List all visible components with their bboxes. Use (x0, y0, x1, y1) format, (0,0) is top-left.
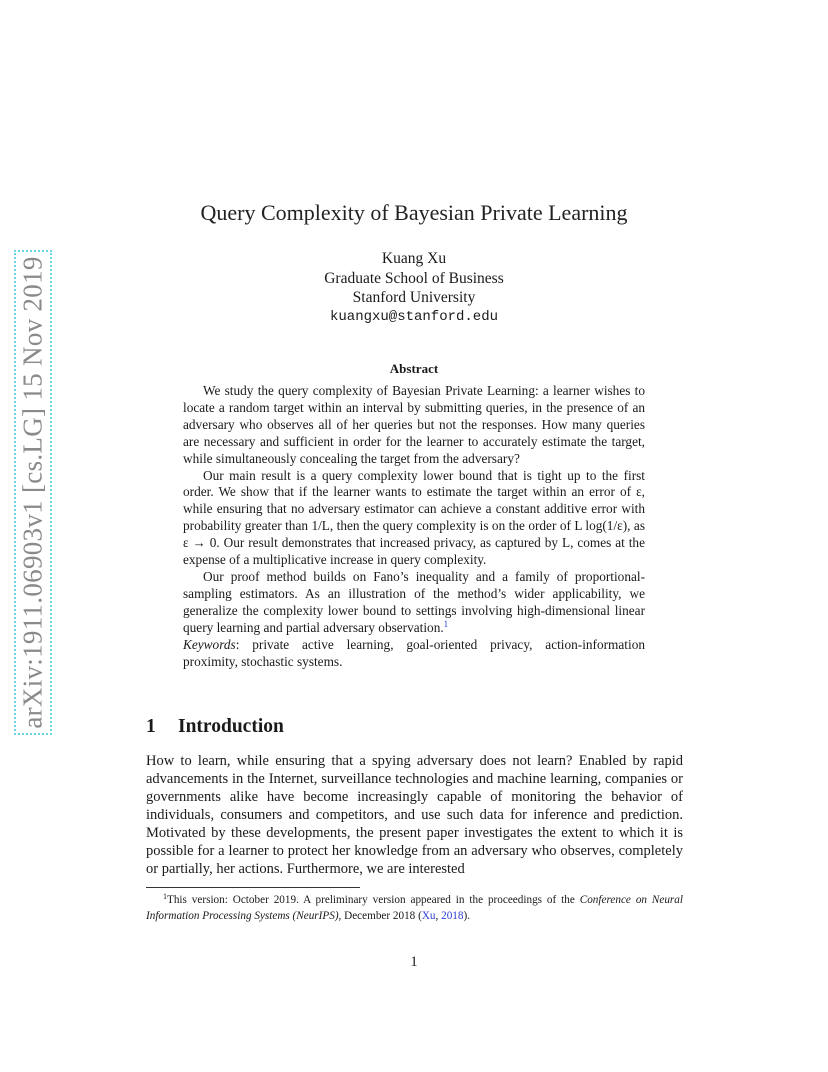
keywords-label: Keywords (183, 636, 236, 652)
footnote-rule (146, 887, 360, 888)
footnote-text-after: ). (463, 909, 470, 922)
citation-year-link[interactable]: 2018 (441, 909, 464, 922)
section-number: 1 (146, 716, 156, 737)
citation-separator: , (435, 909, 442, 922)
abstract-heading: Abstract (389, 361, 439, 376)
paper-title: Query Complexity of Bayesian Private Learning (200, 200, 628, 225)
abstract-paragraph-3-text: Our proof method builds on Fano’s inequality and a family of proportional-sampling estimators. As an illustration of the method’s wider applicability, we generalize the complexity lower bound to settings involving high-dimensional linear query learning and partial adversary observation. (183, 568, 645, 635)
footnote-link[interactable]: 1 (443, 618, 449, 629)
citation-author-link[interactable]: Xu (421, 909, 436, 922)
author-email: kuangxu@stanford.edu (329, 308, 499, 325)
author-name: Kuang Xu (381, 250, 447, 267)
section-title: Introduction (178, 716, 284, 737)
abstract-paragraph-1: We study the query complexity of Bayesian Private Learning: a learner wishes to locate a random target within an interval by submitting queries, in the presence of an adversary who observes all of her queries but not the responses. How many queries are necessary and sufficient in order for the learner to accurately estimate the target, while simultaneously concealing the target from the adversary? (183, 383, 645, 466)
abstract-paragraph-3 (183, 569, 645, 637)
footnote (146, 893, 683, 924)
abstract-paragraph-2: Our main result is a query complexity lower bound that is tight up to the first order. We show that if the learner wants to estimate the target within an error of ε, while ensuring that no adversary estimator can achieve a constant additive error with probability greater than 1/L, then the query complexity is on the order of L log(1/ε), as ε → 0. Our result demonstrates that increased privacy, as captured by L, comes at the expense of a multiplicative increase in query complexity. (183, 467, 645, 568)
section-heading (146, 716, 284, 738)
page-number: 1 (410, 954, 418, 970)
introduction-paragraph: How to learn, while ensuring that a spying adversary does not learn? Enabled by rapid advancements in the Internet, surveillance technologies and machine learning, companies or governments alike have become increasingly capable of monitoring the behavior of individuals, consumers and competitors, and use such data for inference and prediction. Motivated by these developments, the present paper investigates the extent to which it is possible for a learner to protect her knowledge from an adversary who observes, completely or partially, her actions. Furthermore, we are interested (146, 753, 683, 877)
author-block (0, 249, 828, 327)
keywords (183, 637, 645, 671)
author-affiliation-school: Graduate School of Business (324, 269, 504, 287)
footnote-text-before: This version: October 2019. A preliminary version appeared in the proceedings of the (167, 894, 580, 906)
keywords-text: : private active learning, goal-oriented privacy, action-information proximity, stochastic systems. (183, 636, 645, 669)
footnote-venue: Conference on Neural Information Processing Systems (NeurIPS) (146, 894, 683, 922)
author-affiliation-university: Stanford University (352, 289, 476, 306)
abstract-body (183, 383, 645, 670)
footnote-text-middle: , December 2018 ( (338, 909, 422, 922)
footnote-mark: 1 (163, 892, 167, 901)
arxiv-stamp-text: arXiv:1911.06903v1 [cs.LG] 15 Nov 2019 (17, 256, 48, 729)
